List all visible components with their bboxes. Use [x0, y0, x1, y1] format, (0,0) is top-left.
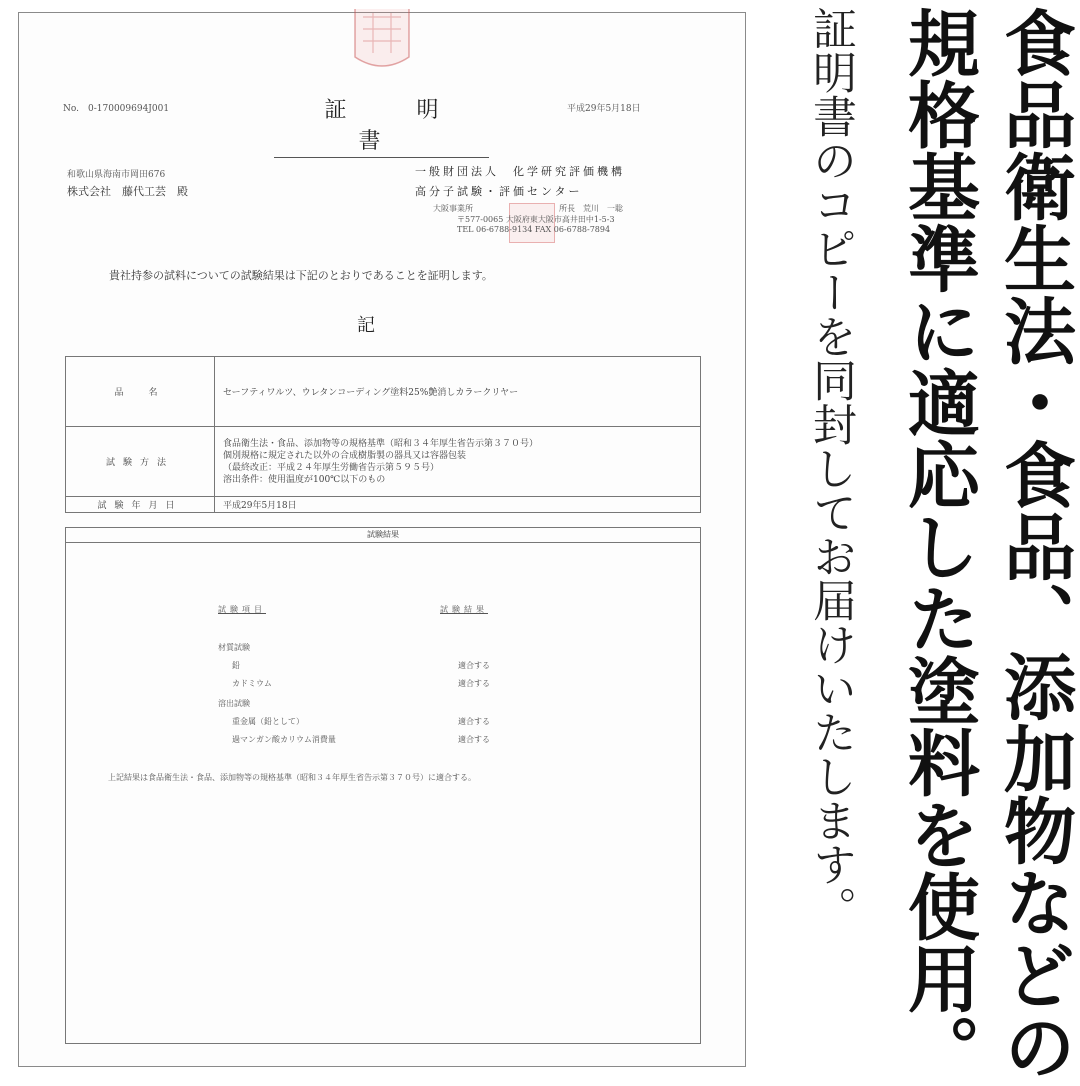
issuer-person: 所長 荒川 一聡 [559, 204, 623, 213]
cadmium-result: 適合する [458, 679, 490, 688]
lead-result: 適合する [458, 661, 490, 670]
issuer-tel: TEL 06-6788-9134 FAX 06-6788-7894 [457, 225, 611, 234]
heavy-metals-item: 重金属（鉛として） [232, 717, 304, 726]
issuer-org-1: 一般財団法人 化学研究評価機構 [415, 165, 625, 178]
product-label: 品 名 [66, 357, 215, 427]
red-seal-stamp [349, 9, 415, 71]
caption-column-1: 食品衛生法・食品、 [992, 6, 1076, 654]
recipient-address: 和歌山県海南市岡田676 [67, 170, 166, 180]
results-footer: 上記結果は食品衛生法・食品、添加物等の規格基準（昭和３４年厚生省告示第３７０号）に適合する。 [108, 773, 476, 782]
certificate-title: 証 明 書 [274, 93, 489, 158]
issuer-office: 大阪事業所 [433, 204, 473, 213]
col-result-header: 試験結果 [440, 605, 488, 614]
method-line: 食品衛生法・食品、添加物等の規格基準（昭和３４年厚生省告示第３７０号） [223, 438, 539, 449]
results-header: 試験結果 [66, 528, 700, 543]
lead-item: 鉛 [232, 661, 240, 670]
product-value: セーフティワルツ、ウレタンコーディング塗料25%艶消しカラークリヤー [215, 357, 701, 427]
heavy-metals-result: 適合する [458, 717, 490, 726]
certificate-number: No. 0-170009694J001 [63, 104, 170, 114]
certificate-document [18, 12, 746, 1067]
caption-column-3: 規格基準に適応した塗料を使用。 [896, 6, 980, 1086]
issuer-org-2: 高分子試験・評価センター [415, 185, 583, 198]
cadmium-item: カドミウム [232, 679, 272, 688]
date-value: 平成29年5月18日 [215, 497, 701, 513]
issuer-address: 〒577-0065 大阪府東大阪市高井田中1-5-3 [457, 215, 615, 224]
info-table [65, 356, 701, 513]
date-label: 試験年月日 [66, 497, 215, 513]
elution-test-label: 溶出試験 [218, 699, 250, 708]
certificate-date: 平成29年5月18日 [567, 104, 641, 114]
kmno4-result: 適合する [458, 735, 490, 744]
method-value [215, 427, 701, 497]
results-box [65, 527, 701, 1044]
method-line: 溶出条件：使用温度が100℃以下のもの [223, 474, 386, 485]
method-label: 試験方法 [66, 427, 215, 497]
statement-text: 貴社持参の試料についての試験結果は下記のとおりであることを証明します。 [109, 269, 493, 282]
caption-column-4: 証明書のコピーを同封してお届けいたします。 [805, 6, 856, 930]
kmno4-item: 過マンガン酸カリウム消費量 [232, 735, 336, 744]
material-test-label: 材質試験 [218, 643, 250, 652]
ki-heading: 記 [357, 315, 375, 336]
col-item-header: 試験項目 [218, 605, 266, 614]
method-line: （最終改正：平成２４年厚生労働省告示第５９５号） [223, 462, 440, 473]
caption-column-2: 添加物などの [992, 650, 1076, 1082]
recipient-name: 株式会社 藤代工芸 殿 [67, 185, 188, 198]
method-line: 個別規格に規定された以外の合成樹脂製の器具又は容器包装 [223, 450, 467, 461]
